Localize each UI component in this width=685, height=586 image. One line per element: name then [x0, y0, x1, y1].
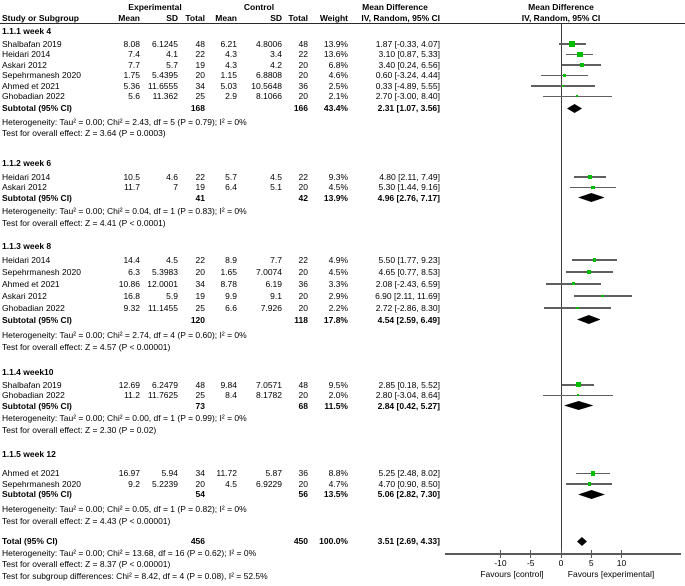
ctrl-mean-value: 8.78: [220, 278, 237, 289]
exp-mean-value: 9.32: [123, 302, 140, 313]
ctrl-total-value: 22: [298, 171, 308, 182]
subtotal-ci-text: 5.06 [2.82, 7.30]: [377, 489, 440, 499]
effect-square: [576, 382, 581, 387]
exp-total-value: 48: [195, 38, 205, 49]
ctrl-total-value: 36: [298, 278, 308, 289]
ctrl-sd-value: 7.7: [270, 254, 282, 265]
effect-square: [591, 471, 596, 476]
ci-text: 5.50 [1.77, 9.23]: [378, 254, 440, 265]
effect-square: [577, 52, 583, 58]
study-row: [0, 182, 685, 193]
section-header-row: [0, 26, 685, 37]
exp-mean-value: 1.75: [123, 70, 140, 80]
ctrl-total-value: 20: [298, 478, 308, 489]
weight-value: 2.0%: [328, 390, 348, 400]
exp-sd-value: 5.4395: [152, 70, 178, 80]
exp-mean-value: 6.3: [128, 266, 140, 277]
study-row: [0, 380, 685, 391]
exp-mean-value: 7.4: [128, 49, 140, 59]
ctrl-mean-value: 5.7: [225, 171, 237, 182]
subtotal-row: [0, 193, 685, 204]
ctrl-total-value: 36: [298, 468, 308, 478]
ctrl-total-value: 36: [298, 80, 308, 91]
axis-tick-label: 10: [616, 557, 627, 568]
exp-total-value: 34: [195, 468, 205, 478]
effect-square: [562, 85, 565, 88]
subtotal-row: [0, 489, 685, 500]
study-row: [0, 390, 685, 401]
overall-effect-text-row: [0, 425, 685, 436]
effect-square: [576, 307, 579, 310]
study-label: Ghobadian 2022: [2, 91, 65, 101]
study-label: Ahmed et 2021: [2, 278, 60, 289]
study-label: Sepehrmanesh 2020: [2, 70, 81, 80]
effect-square: [580, 63, 584, 67]
exp-total-value: 25: [195, 302, 205, 313]
exp-mean-value: 11.7: [124, 182, 140, 192]
subtotal-diamond: [577, 315, 601, 324]
exp-mean-value: 7.7: [128, 59, 140, 70]
weight-value: 2.5%: [328, 80, 348, 91]
exp-mean-value: 16.8: [123, 290, 140, 301]
exp-total-value: 20: [195, 70, 205, 80]
section-header-row: [0, 449, 685, 460]
section-header: 1.1.1 week 4: [2, 26, 52, 36]
weight-value: 2.2%: [328, 302, 348, 313]
weight-value: 2.9%: [328, 290, 348, 301]
ctrl-sd-value: 8.1066: [256, 91, 282, 101]
weight-value: 13.6%: [323, 49, 348, 59]
exp-sd-value: 6.2479: [152, 379, 178, 390]
section-header: 1.1.2 week 6: [2, 158, 52, 168]
section-header: 1.1.5 week 12: [2, 448, 56, 459]
axis-tick: [561, 550, 562, 558]
total-heterogeneity-text-row: [0, 548, 685, 559]
subtotal-label: Subtotal (95% CI): [2, 489, 72, 499]
ctrl-total-value: 20: [298, 91, 308, 101]
ctrl-mean-header: Mean: [215, 12, 237, 23]
heterogeneity-text: Heterogeneity: Tau² = 0.00; Chi² = 0.05, df = 1 (P = 0.82); I² = 0%: [2, 504, 247, 514]
subtotal-label: Subtotal (95% CI): [2, 314, 72, 325]
subtotal-row: [0, 103, 685, 114]
ctrl-total-value: 20: [298, 182, 308, 192]
ctrl-sd-value: 4.2: [270, 59, 282, 70]
exp-total-value: 19: [195, 182, 205, 192]
ctrl-total-value: 20: [298, 266, 308, 277]
effect-square: [601, 295, 604, 298]
ctrl-total-value: 20: [298, 59, 308, 70]
heterogeneity-text: Heterogeneity: Tau² = 0.00; Chi² = 2.74, df = 4 (P = 0.60); I² = 0%: [2, 330, 247, 340]
weight-value: 13.9%: [323, 38, 348, 49]
weight-value: 2.1%: [328, 91, 348, 101]
exp-total-value: 34: [195, 278, 205, 289]
subtotal-ci-text: 2.31 [1.07, 3.56]: [377, 103, 440, 113]
effect-square: [588, 482, 592, 486]
ci-text: 2.80 [-3.04, 8.64]: [375, 390, 440, 400]
effect-square: [563, 74, 567, 78]
header-rule: [0, 23, 685, 25]
ctrl-sd-value: 4.5: [270, 171, 282, 182]
subtotal-exp-total: 73: [195, 400, 205, 411]
exp-mean-value: 16.97: [118, 468, 140, 478]
ci-text: 5.30 [1.44, 9.16]: [378, 182, 440, 192]
ci-text: 0.33 [-4.89, 5.55]: [375, 80, 440, 91]
exp-mean-value: 10.86: [118, 278, 140, 289]
exp-sd-value: 4.5: [166, 254, 178, 265]
exp-total-value: 25: [195, 91, 205, 101]
iv-random-col-header: IV, Random, 95% CI: [361, 12, 440, 23]
study-row: [0, 39, 685, 50]
axis-tick-label: 0: [558, 557, 564, 568]
study-label: Heidari 2014: [2, 254, 51, 265]
ctrl-total-value: 48: [298, 379, 308, 390]
heterogeneity-text-row: [0, 117, 685, 128]
heterogeneity-text: Heterogeneity: Tau² = 0.00; Chi² = 0.04, df = 1 (P = 0.83); I² = 0%: [2, 206, 247, 216]
ctrl-total-value: 20: [298, 290, 308, 301]
section-header-row: [0, 241, 685, 252]
ctrl-total-value: 48: [298, 38, 308, 49]
study-label: Sepehrmanesh 2020: [2, 478, 81, 489]
ci-text: 3.10 [0.87, 5.33]: [378, 49, 440, 59]
study-label: Sepehrmanesh 2020: [2, 266, 81, 277]
subtotal-weight: 13.9%: [323, 192, 348, 203]
heterogeneity-text: Heterogeneity: Tau² = 0.00; Chi² = 0.00, df = 1 (P = 0.99); I² = 0%: [2, 413, 247, 423]
overall-effect-text-row: [0, 342, 685, 353]
study-row: [0, 279, 685, 290]
exp-sd-value: 5.7: [166, 59, 178, 70]
ctrl-sd-value: 7.0571: [256, 379, 282, 390]
subtotal-exp-total: 168: [190, 103, 205, 113]
overall-effect-text: Test for overall effect: Z = 2.30 (P = 0.02): [2, 424, 157, 435]
overall-effect-text: Test for overall effect: Z = 4.43 (P < 0.00001): [2, 515, 171, 526]
study-row: [0, 81, 685, 92]
heterogeneity-text-row: [0, 413, 685, 424]
total-weight: 100.0%: [319, 536, 348, 546]
subtotal-weight: 13.5%: [323, 489, 348, 499]
weight-value: 8.8%: [328, 468, 348, 478]
ctrl-sd-value: 5.1: [270, 182, 282, 192]
overall-effect-text: Test for overall effect: Z = 4.41 (P < 0.0001): [2, 218, 166, 228]
ctrl-mean-value: 1.15: [220, 70, 237, 80]
study-label: Shalbafan 2019: [2, 379, 62, 390]
subtotal-ctrl-total: 56: [298, 489, 308, 499]
total-exp-total: 456: [190, 536, 205, 546]
weight-value: 9.3%: [328, 171, 348, 182]
study-row: [0, 303, 685, 314]
exp-sd-value: 4.1: [166, 49, 178, 59]
section-header: 1.1.4 week10: [2, 367, 54, 377]
heterogeneity-text-row: [0, 330, 685, 341]
subgroup-differences-text: Test for subgroup differences: Chi² = 8.42, df = 4 (P = 0.08), I² = 52.5%: [2, 570, 268, 581]
ctrl-mean-value: 5.03: [220, 80, 237, 91]
ci-text: 2.85 [0.18, 5.52]: [378, 379, 440, 390]
subtotal-weight: 43.4%: [323, 103, 348, 113]
ctrl-total-value: 22: [298, 254, 308, 265]
section-header: 1.1.3 week 8: [2, 240, 52, 251]
control-group-header: Control: [243, 2, 275, 12]
subtotal-diamond: [567, 104, 582, 113]
subtotal-ci-text: 4.54 [2.59, 6.49]: [377, 314, 440, 325]
exp-total-value: 48: [195, 379, 205, 390]
ctrl-sd-value: 6.9229: [256, 478, 282, 489]
study-label: Ghobadian 2022: [2, 302, 65, 313]
axis-tick: [500, 550, 501, 558]
ctrl-mean-value: 9.84: [220, 379, 237, 390]
ctrl-total-value: 22: [298, 49, 308, 59]
exp-sd-value: 5.94: [161, 468, 178, 478]
effect-square: [588, 175, 593, 180]
exp-sd-value: 11.1455: [147, 302, 178, 313]
exp-sd-value: 12.0001: [147, 278, 178, 289]
ctrl-mean-value: 6.21: [220, 38, 237, 49]
exp-mean-value: 12.69: [118, 379, 140, 390]
axis-tick-label: -5: [526, 557, 535, 568]
study-label: Ghobadian 2022: [2, 390, 65, 400]
axis-tick: [591, 550, 592, 558]
exp-mean-header: Mean: [118, 12, 140, 23]
weight-value: 4.7%: [328, 478, 348, 489]
weight-value: 9.5%: [328, 379, 348, 390]
study-row: [0, 60, 685, 71]
total-label: Total (95% CI): [2, 536, 58, 546]
study-label: Heidari 2014: [2, 49, 51, 59]
ctrl-mean-value: 1.65: [220, 266, 237, 277]
exp-mean-value: 11.2: [124, 390, 140, 400]
ci-text: 5.25 [2.48, 8.02]: [378, 468, 440, 478]
total-ctrl-total: 450: [293, 536, 308, 546]
subtotal-label: Subtotal (95% CI): [2, 400, 72, 411]
exp-sd-value: 11.362: [152, 91, 178, 101]
effect-square: [576, 95, 578, 97]
heterogeneity-text: Heterogeneity: Tau² = 0.00; Chi² = 2.43, df = 5 (P = 0.79); I² = 0%: [2, 116, 247, 127]
subtotal-diamond: [578, 193, 605, 202]
study-row: [0, 291, 685, 302]
study-or-subgroup-header: Study or Subgroup: [2, 12, 79, 23]
overall-effect-text: Test for overall effect: Z = 3.64 (P = 0.0003): [2, 128, 166, 138]
exp-total-value: 34: [195, 80, 205, 91]
subtotal-exp-total: 54: [195, 489, 205, 499]
ctrl-sd-value: 7.0074: [256, 266, 282, 277]
study-row: [0, 255, 685, 266]
study-row: [0, 468, 685, 479]
effect-square: [572, 282, 575, 285]
study-row: [0, 172, 685, 183]
section-header-row: [0, 367, 685, 378]
subtotal-ctrl-total: 68: [298, 400, 308, 411]
subtotal-row: [0, 315, 685, 326]
exp-mean-value: 5.6: [128, 91, 140, 101]
subtotal-diamond: [564, 401, 593, 410]
exp-sd-value: 4.6: [166, 171, 178, 182]
ci-text: 2.70 [-3.00, 8.40]: [375, 91, 440, 101]
weight-value: 4.5%: [328, 182, 348, 192]
heterogeneity-text-row: [0, 504, 685, 515]
exp-mean-value: 5.36: [123, 80, 140, 91]
overall-effect-text: Test for overall effect: Z = 4.57 (P < 0.00001): [2, 342, 171, 352]
weight-value: 3.3%: [328, 278, 348, 289]
subtotal-label: Subtotal (95% CI): [2, 192, 72, 203]
exp-total-value: 20: [195, 266, 205, 277]
study-row: [0, 479, 685, 490]
ctrl-sd-value: 6.8808: [256, 70, 282, 80]
ci-text: 2.08 [-2.43, 6.59]: [375, 278, 440, 289]
ctrl-mean-value: 9.9: [225, 290, 237, 301]
ctrl-total-value: 20: [298, 302, 308, 313]
weight-value: 4.5%: [328, 266, 348, 277]
exp-sd-value: 5.3983: [152, 266, 178, 277]
total-overall-effect-text: Test for overall effect: Z = 8.37 (P < 0.00001): [2, 559, 171, 569]
exp-mean-value: 14.4: [123, 254, 140, 265]
ctrl-total-value: 20: [298, 390, 308, 400]
weight-value: 4.6%: [328, 70, 348, 80]
ctrl-mean-value: 8.9: [225, 254, 237, 265]
effect-square: [591, 186, 595, 190]
exp-sd-value: 5.9: [166, 290, 178, 301]
heterogeneity-text-row: [0, 206, 685, 217]
ctrl-sd-value: 9.1: [270, 290, 282, 301]
exp-total-value: 22: [195, 171, 205, 182]
experimental-group-header: Experimental: [128, 2, 182, 12]
subtotal-label: Subtotal (95% CI): [2, 103, 72, 113]
exp-mean-value: 9.2: [128, 478, 140, 489]
exp-total-value: 19: [195, 59, 205, 70]
study-label: Askari 2012: [2, 182, 47, 192]
ctrl-total-value: 20: [298, 70, 308, 80]
subtotal-row: [0, 401, 685, 412]
ci-text: 0.60 [-3.24, 4.44]: [375, 70, 440, 80]
study-row: [0, 70, 685, 81]
study-label: Heidari 2014: [2, 171, 51, 182]
weight-value: 4.9%: [328, 254, 348, 265]
subtotal-ctrl-total: 166: [293, 103, 308, 113]
ci-text: 2.72 [-2.86, 8.30]: [375, 302, 440, 313]
exp-total-value: 19: [195, 290, 205, 301]
effect-square: [569, 41, 575, 47]
ctrl-mean-value: 4.3: [225, 49, 237, 59]
weight-value: 6.8%: [328, 59, 348, 70]
ctrl-sd-value: 3.4: [270, 49, 282, 59]
mean-difference-plot-header: Mean Difference: [528, 2, 594, 12]
effect-square: [593, 258, 597, 262]
ctrl-sd-value: 7.926: [260, 302, 282, 313]
exp-sd-value: 11.6555: [147, 80, 178, 91]
iv-random-plot-header: IV, Random, 95% CI: [521, 12, 601, 23]
favours-control-label: Favours [control]: [480, 569, 544, 579]
ctrl-sd-value: 8.1782: [256, 390, 282, 400]
exp-sd-header: SD: [166, 12, 178, 23]
axis-tick: [621, 550, 622, 558]
study-label: Askari 2012: [2, 59, 47, 70]
overall-effect-text-row: [0, 128, 685, 139]
total-ci-text: 3.51 [2.69, 4.33]: [377, 536, 440, 546]
exp-total-header: Total: [185, 12, 205, 23]
axis-tick: [530, 550, 531, 558]
study-label: Shalbafan 2019: [2, 38, 62, 49]
ctrl-mean-value: 6.6: [225, 302, 237, 313]
exp-total-value: 25: [195, 390, 205, 400]
study-label: Askari 2012: [2, 290, 47, 301]
exp-mean-value: 8.08: [123, 38, 140, 49]
overall-effect-text-row: [0, 516, 685, 527]
subtotal-weight: 17.8%: [323, 314, 348, 325]
ctrl-sd-value: 4.8006: [256, 38, 282, 49]
exp-total-value: 22: [195, 254, 205, 265]
ctrl-sd-value: 5.87: [265, 468, 282, 478]
subtotal-ctrl-total: 118: [294, 314, 308, 325]
study-row: [0, 267, 685, 278]
total-heterogeneity-text: Heterogeneity: Tau² = 0.00; Chi² = 13.68, df = 16 (P = 0.62); I² = 0%: [2, 547, 257, 558]
ci-text: 4.80 [2.11, 7.49]: [379, 171, 440, 182]
ctrl-sd-value: 6.19: [265, 278, 282, 289]
study-label: Ahmed et 2021: [2, 80, 60, 91]
ctrl-mean-value: 8.4: [225, 390, 237, 400]
subtotal-weight: 11.5%: [324, 400, 348, 411]
exp-sd-value: 6.1245: [152, 38, 178, 49]
total-row: [0, 536, 685, 547]
ctrl-total-header: Total: [288, 12, 308, 23]
total-diamond: [577, 537, 587, 546]
subtotal-ctrl-total: 42: [298, 192, 308, 203]
ci-text: 6.90 [2.11, 11.69]: [375, 290, 440, 301]
ctrl-mean-value: 2.9: [225, 91, 237, 101]
subtotal-ci-text: 4.96 [2.76, 7.17]: [377, 192, 440, 203]
axis-tick-label: -10: [494, 557, 507, 568]
ctrl-sd-value: 10.5648: [251, 80, 282, 91]
ctrl-mean-value: 6.4: [225, 182, 237, 192]
overall-effect-text-row: [0, 218, 685, 229]
section-header-row: [0, 158, 685, 169]
weight-header: Weight: [319, 12, 348, 23]
ctrl-sd-header: SD: [270, 12, 282, 23]
subtotal-ci-text: 2.84 [0.42, 5.27]: [377, 400, 440, 411]
favours-experimental-label: Favours [experimental]: [567, 569, 655, 579]
ci-text: 4.65 [0.77, 8.53]: [378, 266, 440, 277]
exp-total-value: 20: [195, 478, 205, 489]
effect-square: [577, 394, 579, 396]
study-row: [0, 91, 685, 102]
ci-text: 3.40 [0.24, 6.56]: [378, 59, 440, 70]
exp-sd-value: 7: [173, 182, 178, 192]
axis-tick-label: 5: [588, 557, 594, 568]
study-label: Ahmed et 2021: [2, 468, 60, 478]
mean-difference-col-header: Mean Difference: [362, 2, 428, 12]
exp-total-value: 22: [195, 49, 205, 59]
ctrl-mean-value: 11.72: [216, 468, 237, 478]
ci-text: 4.70 [0.90, 8.50]: [378, 478, 440, 489]
ci-text: 1.87 [-0.33, 4.07]: [375, 38, 440, 49]
subtotal-exp-total: 120: [190, 314, 205, 325]
study-row: [0, 49, 685, 60]
subtotal-exp-total: 41: [195, 192, 205, 203]
ctrl-mean-value: 4.5: [225, 478, 237, 489]
exp-sd-value: 11.7625: [147, 390, 178, 400]
effect-square: [587, 270, 591, 274]
exp-mean-value: 10.5: [123, 171, 140, 182]
subtotal-diamond: [578, 490, 605, 499]
ctrl-mean-value: 4.3: [225, 59, 237, 70]
exp-sd-value: 5.2239: [152, 478, 178, 489]
